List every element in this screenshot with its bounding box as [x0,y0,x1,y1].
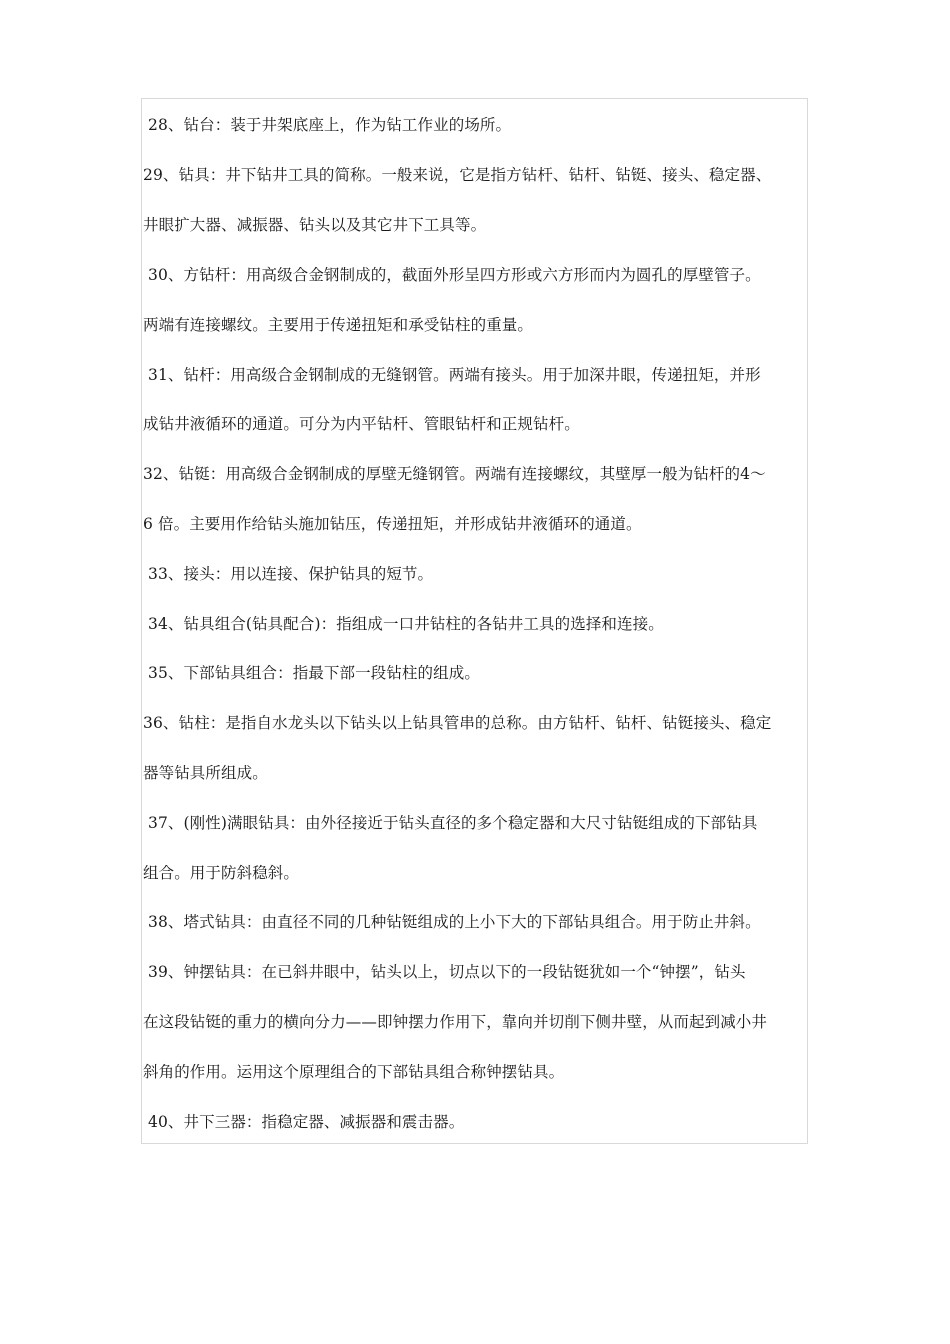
entry-37-line-2: 组合。用于防斜稳斜。 [143,864,300,882]
entry-36-line-2: 器等钻具所组成。 [143,764,268,782]
entry-32-line-1: 32、钻铤：用高级合金钢制成的厚壁无缝钢管。两端有连接螺纹，其壁厚一般为钻杆的4～ [143,465,766,483]
entry-36-line-1: 36、钻柱：是指自水龙头以下钻头以上钻具管串的总称。由方钻杆、钻杆、钻铤接头、稳定 [143,714,772,732]
entry-39-line-1: 39、钟摆钻具：在已斜井眼中，钻头以上，切点以下的一段钻铤犹如一个“钟摆”，钻头 [148,963,746,981]
entry-31-line-2: 成钻井液循环的通道。可分为内平钻杆、管眼钻杆和正规钻杆。 [143,415,580,433]
entry-37-line-1: 37、(刚性)满眼钻具：由外径接近于钻头直径的多个稳定器和大尺寸钻铤组成的下部钻具 [148,814,758,832]
entry-30-line-1: 30、方钻杆：用高级合金钢制成的，截面外形呈四方形或六方形而内为圆孔的厚壁管子。 [148,266,761,284]
entry-39-line-2: 在这段钻铤的重力的横向分力——即钟摆力作用下，靠向并切削下侧井壁，从而起到减小井 [143,1013,768,1031]
entry-31-line-1: 31、钻杆：用高级合金钢制成的无缝钢管。两端有接头。用于加深井眼，传递扭矩，并形 [148,366,761,384]
entry-38-line-1: 38、塔式钻具：由直径不同的几种钻铤组成的上小下大的下部钻具组合。用于防止井斜。 [148,913,761,931]
entry-30-line-2: 两端有连接螺纹。主要用于传递扭矩和承受钻柱的重量。 [143,316,534,334]
entry-35-line-1: 35、下部钻具组合：指最下部一段钻柱的组成。 [148,664,480,682]
entry-40-line-1: 40、井下三器：指稳定器、减振器和震击器。 [148,1113,465,1131]
entry-34-line-1: 34、钻具组合(钻具配合)：指组成一口井钻柱的各钻井工具的选择和连接。 [148,615,664,633]
entry-28-line-1: 28、钻台：装于井架底座上，作为钻工作业的场所。 [148,116,512,134]
entry-33-line-1: 33、接头：用以连接、保护钻具的短节。 [148,565,434,583]
entry-32-line-2: 6 倍。主要用作给钻头施加钻压，传递扭矩，并形成钻井液循环的通道。 [143,515,642,533]
entry-39-line-3: 斜角的作用。运用这个原理组合的下部钻具组合称钟摆钻具。 [143,1063,565,1081]
entry-29-line-1: 29、钻具：井下钻井工具的简称。一般来说，它是指方钻杆、钻杆、钻铤、接头、稳定器、 [143,166,772,184]
entry-29-line-2: 井眼扩大器、减振器、钻头以及其它井下工具等。 [143,216,487,234]
